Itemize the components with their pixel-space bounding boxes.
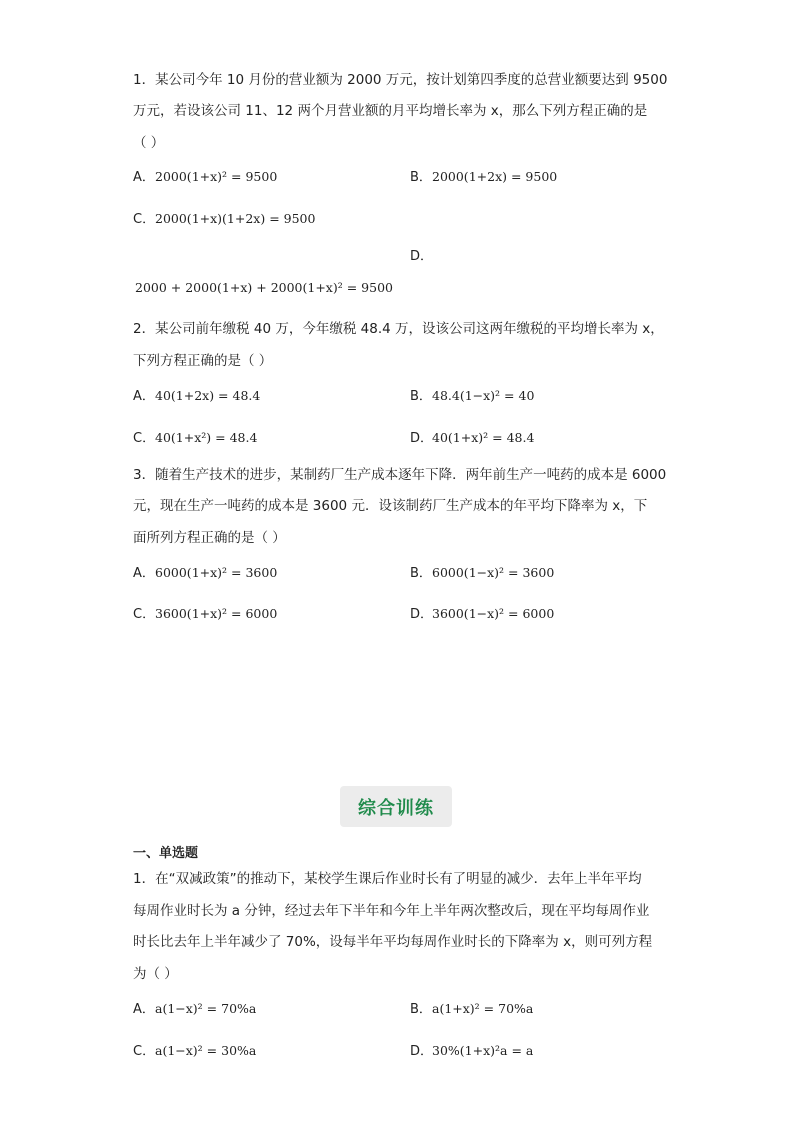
q3-line2: 元，现在生产一吨药的成本是 3600 元．设该制药厂生产成本的年平均下降率为 x，下 bbox=[133, 498, 648, 514]
option-label: B． bbox=[410, 170, 432, 185]
q2-option-d[interactable] bbox=[410, 427, 534, 446]
option-formula: 48.4(1−x)² = 40 bbox=[432, 388, 535, 403]
q4-line4: 为（ ） bbox=[133, 966, 178, 982]
q4-line3: 时长比去年上半年减少了 70%，设每半年平均每周作业时长的下降率为 x，则可列方程 bbox=[133, 934, 653, 950]
option-label: B． bbox=[410, 566, 432, 581]
q1-option-d-label[interactable]: D． bbox=[410, 249, 434, 264]
option-label: C． bbox=[133, 607, 156, 622]
q3-option-a[interactable] bbox=[133, 562, 277, 581]
option-formula: 3600(1−x)² = 6000 bbox=[432, 606, 555, 621]
option-formula: 40(1+2x) = 48.4 bbox=[155, 388, 261, 403]
q3-line1: 3．随着生产技术的进步，某制药厂生产成本逐年下降．两年前生产一吨药的成本是 6000 bbox=[133, 467, 667, 483]
option-label: D． bbox=[410, 431, 434, 446]
section-banner bbox=[340, 786, 452, 827]
option-label: B． bbox=[410, 1002, 432, 1017]
q4-option-d[interactable] bbox=[410, 1040, 533, 1059]
option-formula: 6000(1−x)² = 3600 bbox=[432, 565, 555, 580]
q1-option-c[interactable] bbox=[133, 208, 315, 227]
option-label: A． bbox=[133, 1002, 155, 1017]
option-label: A． bbox=[133, 170, 155, 185]
option-formula: 40(1+x²) = 48.4 bbox=[155, 430, 258, 445]
option-label: B． bbox=[410, 389, 432, 404]
option-formula: 3600(1+x)² = 6000 bbox=[155, 606, 278, 621]
option-label: C． bbox=[133, 431, 156, 446]
q1-line2: 万元，若设该公司 11、12 两个月营业额的月平均增长率为 x，那么下列方程正确的是 bbox=[133, 103, 648, 119]
q2-line1: 2．某公司前年缴税 40 万，今年缴税 48.4 万，设该公司这两年缴税的平均增长率为 x， bbox=[133, 321, 664, 337]
q2-line2: 下列方程正确的是（ ） bbox=[133, 353, 273, 369]
option-label: D． bbox=[410, 1044, 434, 1059]
q1-line3: （ ） bbox=[133, 135, 165, 151]
option-formula: 30%(1+x)²a = a bbox=[432, 1043, 534, 1058]
q1-option-a[interactable] bbox=[133, 166, 277, 185]
option-label: A． bbox=[133, 389, 155, 404]
q1-option-d-formula[interactable]: 2000 + 2000(1+x) + 2000(1+x)² = 9500 bbox=[135, 280, 393, 295]
q2-option-c[interactable] bbox=[133, 427, 257, 446]
q4-option-c[interactable] bbox=[133, 1040, 256, 1059]
option-label: A． bbox=[133, 566, 155, 581]
option-formula: a(1−x)² = 70%a bbox=[155, 1001, 257, 1016]
option-formula: a(1−x)² = 30%a bbox=[155, 1043, 257, 1058]
option-formula: 6000(1+x)² = 3600 bbox=[155, 565, 278, 580]
section-heading: 一、单选题 bbox=[133, 846, 199, 861]
option-formula: 2000(1+2x) = 9500 bbox=[432, 169, 558, 184]
q4-option-a[interactable] bbox=[133, 998, 256, 1017]
q2-option-b[interactable] bbox=[410, 385, 534, 404]
q3-line3: 面所列方程正确的是（ ） bbox=[133, 530, 286, 546]
q4-line2: 每周作业时长为 a 分钟，经过去年下半年和今年上半年两次整改后，现在平均每周作业 bbox=[133, 903, 650, 919]
option-label: C． bbox=[133, 1044, 156, 1059]
banner-title: 综合训练 bbox=[358, 797, 434, 819]
q3-option-d[interactable] bbox=[410, 603, 554, 622]
q1-option-b[interactable] bbox=[410, 166, 557, 185]
option-formula: a(1+x)² = 70%a bbox=[432, 1001, 534, 1016]
option-label: D． bbox=[410, 607, 434, 622]
q2-option-a[interactable] bbox=[133, 385, 260, 404]
q4-option-b[interactable] bbox=[410, 998, 533, 1017]
q1-line1: 1．某公司今年 10 月份的营业额为 2000 万元，按计划第四季度的总营业额要达到 9500 bbox=[133, 72, 668, 88]
option-formula: 40(1+x)² = 48.4 bbox=[432, 430, 535, 445]
q3-option-b[interactable] bbox=[410, 562, 554, 581]
option-label: C． bbox=[133, 212, 156, 227]
q4-line1: 1．在“双减政策”的推动下，某校学生课后作业时长有了明显的减少．去年上半年平均 bbox=[133, 871, 642, 887]
option-formula: 2000(1+x)(1+2x) = 9500 bbox=[155, 211, 316, 226]
q3-option-c[interactable] bbox=[133, 603, 277, 622]
option-formula: 2000(1+x)² = 9500 bbox=[155, 169, 278, 184]
